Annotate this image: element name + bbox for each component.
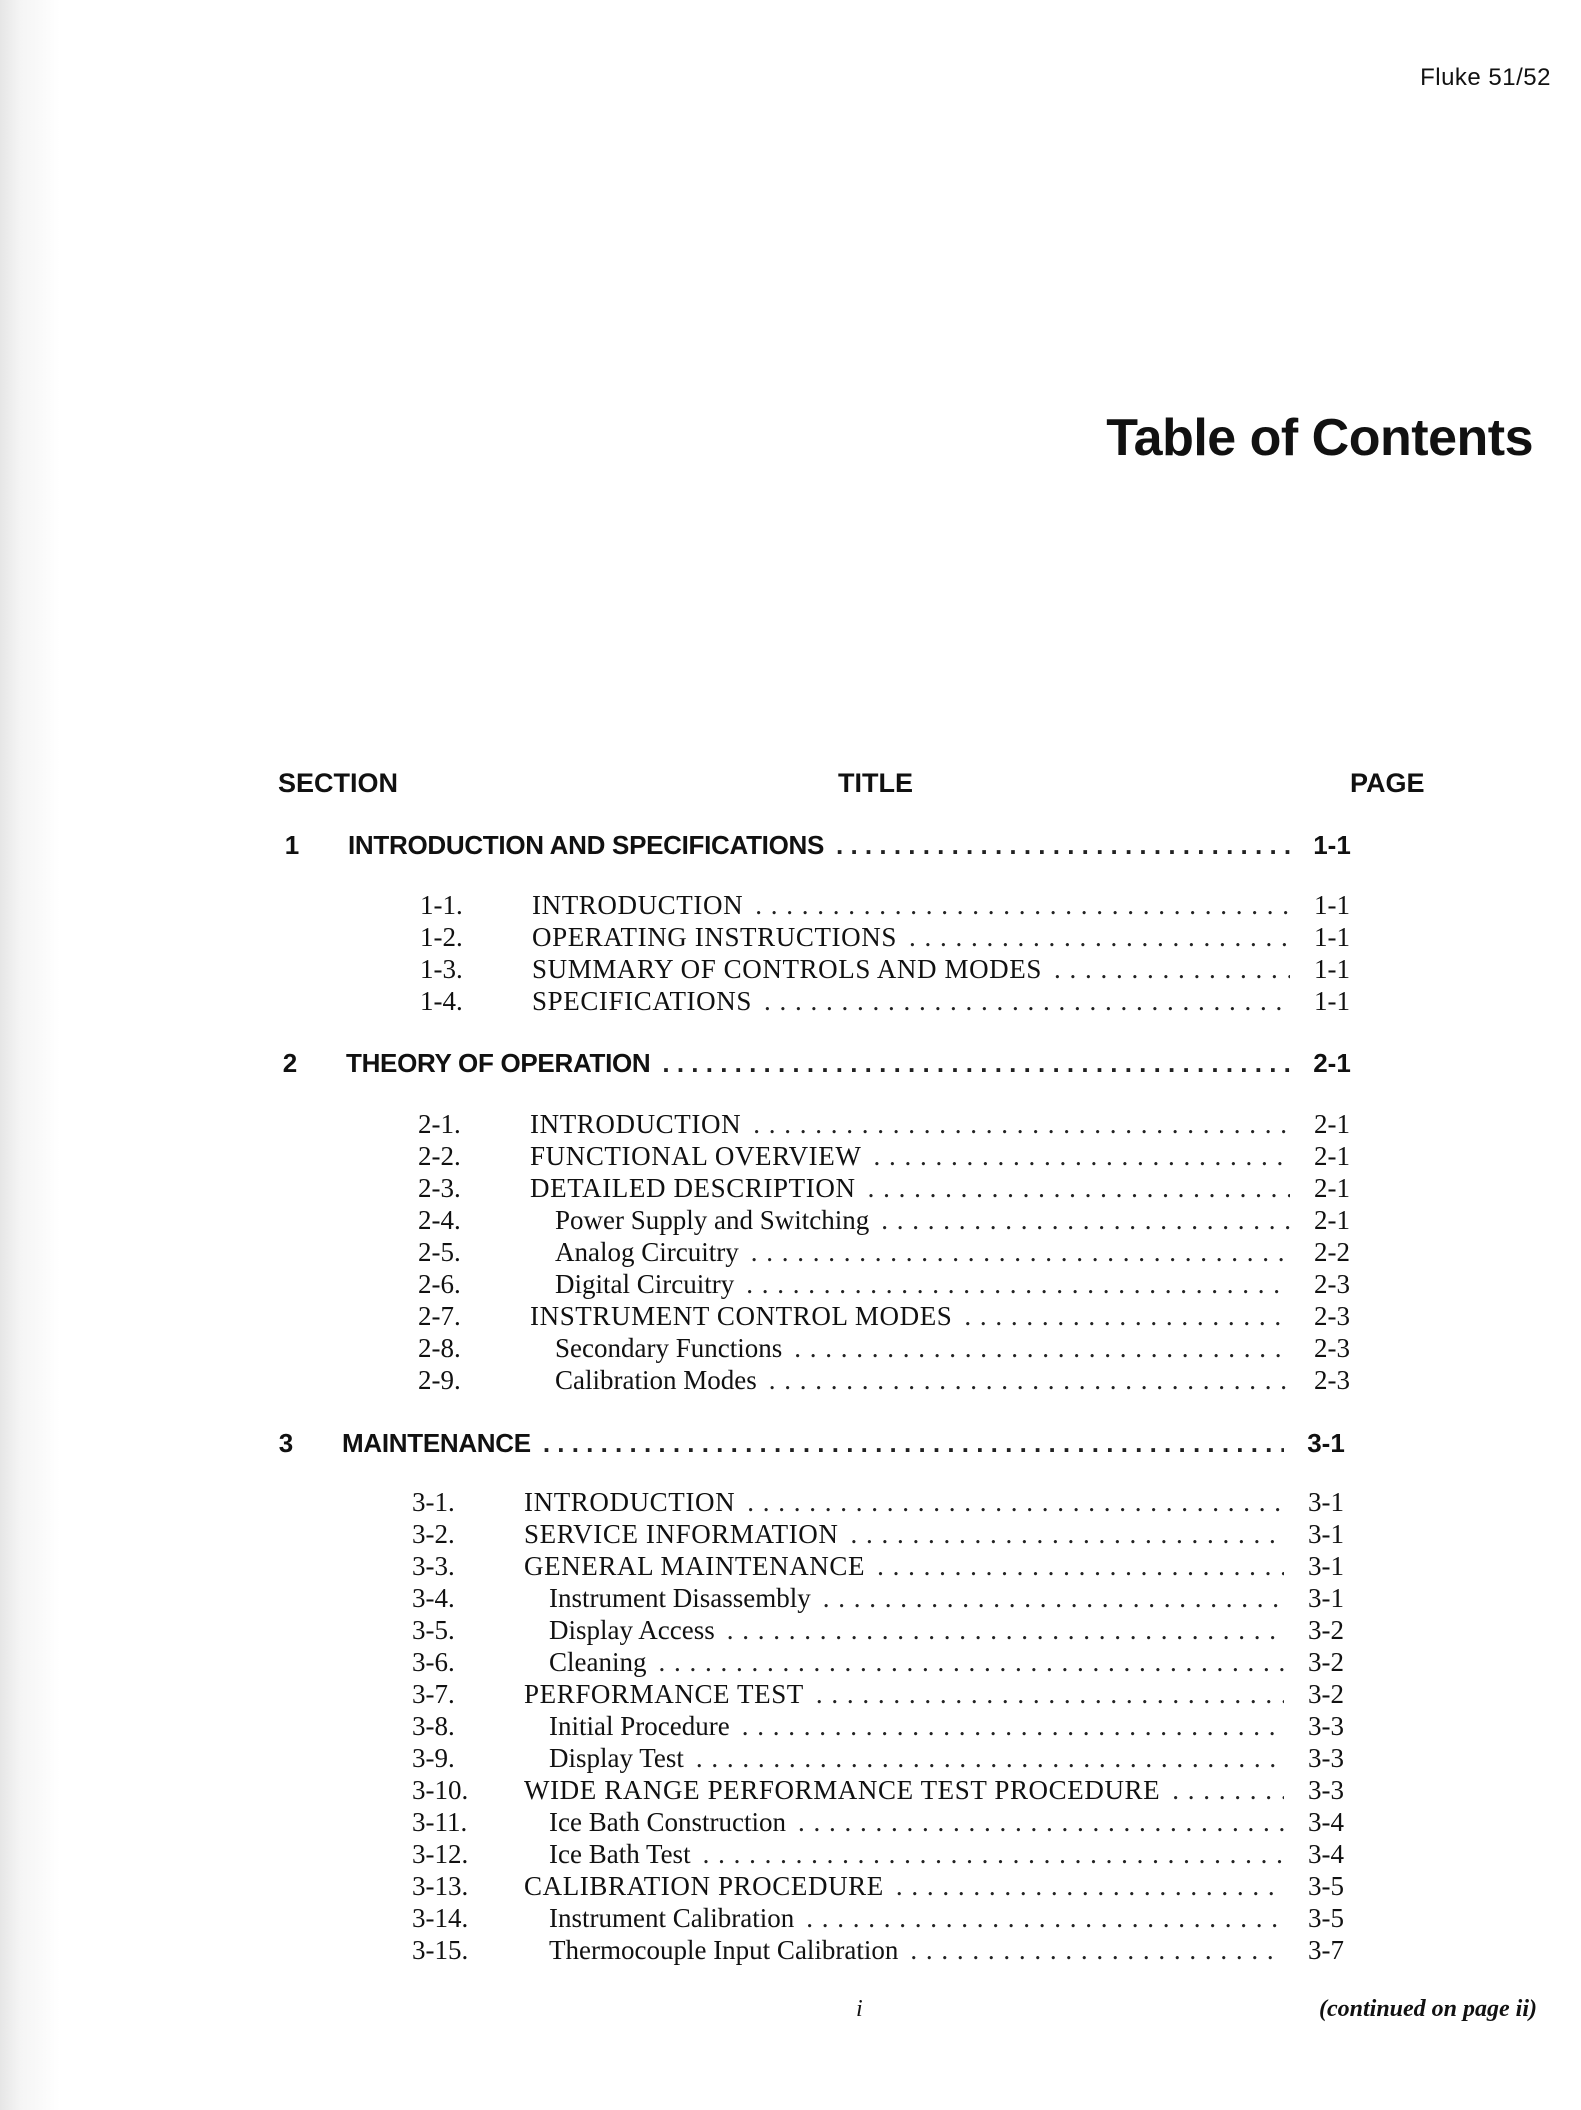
- dot-leader: [753, 1109, 1290, 1140]
- entry-title: Analog Circuitry: [555, 1237, 739, 1267]
- entry-page: 1-1: [1314, 922, 1350, 952]
- entry-title: INSTRUMENT CONTROL MODES: [530, 1301, 953, 1331]
- section-title: INTRODUCTION AND SPECIFICATIONS: [348, 830, 825, 860]
- section-title: THEORY OF OPERATION: [346, 1048, 651, 1078]
- column-header-page: PAGE: [1350, 768, 1425, 798]
- entry-page: 3-3: [1308, 1775, 1344, 1805]
- dot-leader: [658, 1647, 1284, 1678]
- dot-leader: [755, 890, 1290, 921]
- entry-title: Cleaning: [549, 1647, 647, 1677]
- dot-leader: [746, 1269, 1290, 1300]
- entry-title: CALIBRATION PROCEDURE: [524, 1871, 884, 1901]
- entry-number: 2-9.: [418, 1365, 461, 1395]
- toc-entry-row[interactable]: [418, 1269, 1362, 1301]
- entry-title: PERFORMANCE TEST: [524, 1679, 804, 1709]
- entry-title: Ice Bath Test: [549, 1839, 691, 1869]
- entry-title: Power Supply and Switching: [555, 1205, 870, 1235]
- entry-number: 3-6.: [412, 1647, 455, 1677]
- toc-entry-row[interactable]: [412, 1711, 1356, 1743]
- dot-leader: [696, 1743, 1284, 1774]
- dot-leader: [794, 1333, 1290, 1364]
- toc-entry-row[interactable]: [412, 1679, 1356, 1711]
- entry-number: 3-3.: [412, 1551, 455, 1581]
- dot-leader: [798, 1807, 1284, 1838]
- toc-entry-row[interactable]: [412, 1615, 1356, 1647]
- section-number: 2: [282, 1048, 298, 1078]
- entry-title: Display Test: [549, 1743, 684, 1773]
- entry-page: 3-3: [1308, 1711, 1344, 1741]
- entry-title: Ice Bath Construction: [549, 1807, 786, 1837]
- entry-title: GENERAL MAINTENANCE: [524, 1551, 866, 1581]
- page-title: Table of Contents: [1106, 409, 1533, 467]
- section-number: 3: [278, 1428, 294, 1458]
- dot-leader: [662, 1048, 1290, 1079]
- dot-leader: [747, 1487, 1284, 1518]
- entry-page: 2-1: [1314, 1141, 1350, 1171]
- entry-number: 3-9.: [412, 1743, 455, 1773]
- entry-page: 3-4: [1308, 1839, 1344, 1869]
- toc-entry-row[interactable]: [412, 1519, 1356, 1551]
- entry-page: 2-2: [1314, 1237, 1350, 1267]
- entry-page: 2-3: [1314, 1301, 1350, 1331]
- dot-leader: [727, 1615, 1284, 1646]
- entry-number: 2-2.: [418, 1141, 461, 1171]
- column-header-title: TITLE: [838, 768, 913, 798]
- toc-entry-row[interactable]: [412, 1647, 1356, 1679]
- toc-entry-row[interactable]: [420, 922, 1362, 954]
- dot-leader: [851, 1519, 1284, 1550]
- entry-number: 3-13.: [412, 1871, 469, 1901]
- toc-entry-row[interactable]: [418, 1205, 1362, 1237]
- entry-number: 1-1.: [420, 890, 463, 920]
- page-number: i: [856, 1996, 863, 2022]
- entry-page: 3-1: [1308, 1551, 1344, 1581]
- toc-entry-row[interactable]: [420, 986, 1362, 1018]
- toc-entry-row[interactable]: [418, 1333, 1362, 1365]
- entry-title: OPERATING INSTRUCTIONS: [532, 922, 897, 952]
- entry-number: 3-4.: [412, 1583, 455, 1613]
- toc-entry-row[interactable]: [412, 1903, 1356, 1935]
- toc-entry-row[interactable]: [420, 954, 1362, 986]
- document-id-header: Fluke 51/52: [1420, 64, 1551, 91]
- toc-entry-row[interactable]: [412, 1551, 1356, 1583]
- dot-leader: [751, 1237, 1290, 1268]
- toc-entry-row[interactable]: [418, 1173, 1362, 1205]
- entry-title: Digital Circuitry: [555, 1269, 735, 1299]
- toc-entry-row[interactable]: [412, 1871, 1356, 1903]
- toc-entry-row[interactable]: [418, 1109, 1362, 1141]
- entry-page: 3-3: [1308, 1743, 1344, 1773]
- dot-leader: [742, 1711, 1284, 1742]
- dot-leader: [881, 1205, 1290, 1236]
- entry-page: 3-1: [1308, 1487, 1344, 1517]
- entry-title: INTRODUCTION: [532, 890, 744, 920]
- entry-number: 2-4.: [418, 1205, 461, 1235]
- dot-leader: [910, 1935, 1284, 1966]
- entry-page: 3-5: [1308, 1871, 1344, 1901]
- toc-section-row[interactable]: [240, 1428, 1356, 1468]
- entry-number: 3-12.: [412, 1839, 469, 1869]
- entry-number: 3-5.: [412, 1615, 455, 1645]
- entry-number: 3-15.: [412, 1935, 469, 1965]
- section-title: MAINTENANCE: [342, 1428, 531, 1458]
- entry-title: Calibration Modes: [555, 1365, 757, 1395]
- entry-number: 3-11.: [412, 1807, 468, 1837]
- entry-page: 3-1: [1308, 1519, 1344, 1549]
- dot-leader: [877, 1551, 1284, 1582]
- dot-leader: [896, 1871, 1284, 1902]
- page-edge-shadow: [0, 0, 60, 2110]
- toc-entry-row[interactable]: [412, 1775, 1356, 1807]
- toc-entry-row[interactable]: [420, 890, 1362, 922]
- entry-number: 2-5.: [418, 1237, 461, 1267]
- dot-leader: [964, 1301, 1290, 1332]
- entry-page: 3-5: [1308, 1903, 1344, 1933]
- dot-leader: [836, 830, 1290, 861]
- dot-leader: [868, 1173, 1290, 1204]
- entry-title: Display Access: [549, 1615, 715, 1645]
- entry-number: 3-10.: [412, 1775, 469, 1805]
- entry-number: 1-3.: [420, 954, 463, 984]
- entry-number: 2-7.: [418, 1301, 461, 1331]
- section-page: 3-1: [1307, 1428, 1345, 1458]
- entry-title: Instrument Disassembly: [549, 1583, 811, 1613]
- toc-entry-row[interactable]: [412, 1935, 1356, 1967]
- entry-number: 1-4.: [420, 986, 463, 1016]
- entry-title: DETAILED DESCRIPTION: [530, 1173, 856, 1203]
- entry-title: WIDE RANGE PERFORMANCE TEST PROCEDURE: [524, 1775, 1161, 1805]
- dot-leader: [873, 1141, 1290, 1172]
- entry-page: 3-1: [1308, 1583, 1344, 1613]
- dot-leader: [1172, 1775, 1284, 1806]
- toc-entry-row[interactable]: [412, 1743, 1356, 1775]
- column-header-section: SECTION: [278, 768, 399, 798]
- entry-page: 3-2: [1308, 1647, 1344, 1677]
- toc-section-row[interactable]: [246, 830, 1362, 870]
- entry-number: 2-1.: [418, 1109, 461, 1139]
- continued-note: (continued on page ii): [1318, 1996, 1537, 2022]
- toc-entry-row[interactable]: [412, 1583, 1356, 1615]
- dot-leader: [769, 1365, 1290, 1396]
- entry-page: 2-3: [1314, 1365, 1350, 1395]
- entry-title: SPECIFICATIONS: [532, 986, 752, 1016]
- dot-leader: [823, 1583, 1284, 1614]
- toc-entry-row[interactable]: [412, 1839, 1356, 1871]
- dot-leader: [764, 986, 1290, 1017]
- entry-title: FUNCTIONAL OVERVIEW: [530, 1141, 862, 1171]
- entry-title: Initial Procedure: [549, 1711, 730, 1741]
- entry-page: 1-1: [1314, 954, 1350, 984]
- entry-page: 2-1: [1314, 1109, 1350, 1139]
- dot-leader: [543, 1428, 1284, 1459]
- entry-page: 1-1: [1314, 890, 1350, 920]
- entry-page: 3-7: [1308, 1935, 1344, 1965]
- entry-number: 3-14.: [412, 1903, 469, 1933]
- entry-title: Thermocouple Input Calibration: [549, 1935, 899, 1965]
- section-page: 2-1: [1313, 1048, 1351, 1078]
- dot-leader: [703, 1839, 1284, 1870]
- dot-leader: [816, 1679, 1284, 1710]
- dot-leader: [909, 922, 1290, 953]
- toc-section-row[interactable]: [244, 1048, 1362, 1088]
- toc-entry-row[interactable]: [418, 1237, 1362, 1269]
- entry-page: 2-1: [1314, 1173, 1350, 1203]
- entry-title: INTRODUCTION: [524, 1487, 736, 1517]
- entry-title: SERVICE INFORMATION: [524, 1519, 839, 1549]
- dot-leader: [1054, 954, 1290, 985]
- section-number: 1: [284, 830, 300, 860]
- entry-title: Secondary Functions: [555, 1333, 783, 1363]
- toc-entry-row[interactable]: [412, 1487, 1356, 1519]
- dot-leader: [806, 1903, 1284, 1934]
- entry-page: 2-3: [1314, 1333, 1350, 1363]
- entry-number: 2-8.: [418, 1333, 461, 1363]
- toc-entry-row[interactable]: [418, 1141, 1362, 1173]
- entry-number: 3-7.: [412, 1679, 455, 1709]
- entry-title: SUMMARY OF CONTROLS AND MODES: [532, 954, 1042, 984]
- entry-number: 2-3.: [418, 1173, 461, 1203]
- entry-number: 1-2.: [420, 922, 463, 952]
- entry-title: Instrument Calibration: [549, 1903, 795, 1933]
- toc-entry-row[interactable]: [418, 1365, 1362, 1397]
- entry-title: INTRODUCTION: [530, 1109, 742, 1139]
- entry-number: 2-6.: [418, 1269, 461, 1299]
- entry-page: 2-1: [1314, 1205, 1350, 1235]
- section-page: 1-1: [1313, 830, 1351, 860]
- entry-number: 3-8.: [412, 1711, 455, 1741]
- entry-number: 3-2.: [412, 1519, 455, 1549]
- entry-number: 3-1.: [412, 1487, 455, 1517]
- entry-page: 3-4: [1308, 1807, 1344, 1837]
- toc-entry-row[interactable]: [418, 1301, 1362, 1333]
- entry-page: 3-2: [1308, 1615, 1344, 1645]
- entry-page: 2-3: [1314, 1269, 1350, 1299]
- toc-entry-row[interactable]: [412, 1807, 1356, 1839]
- entry-page: 3-2: [1308, 1679, 1344, 1709]
- entry-page: 1-1: [1314, 986, 1350, 1016]
